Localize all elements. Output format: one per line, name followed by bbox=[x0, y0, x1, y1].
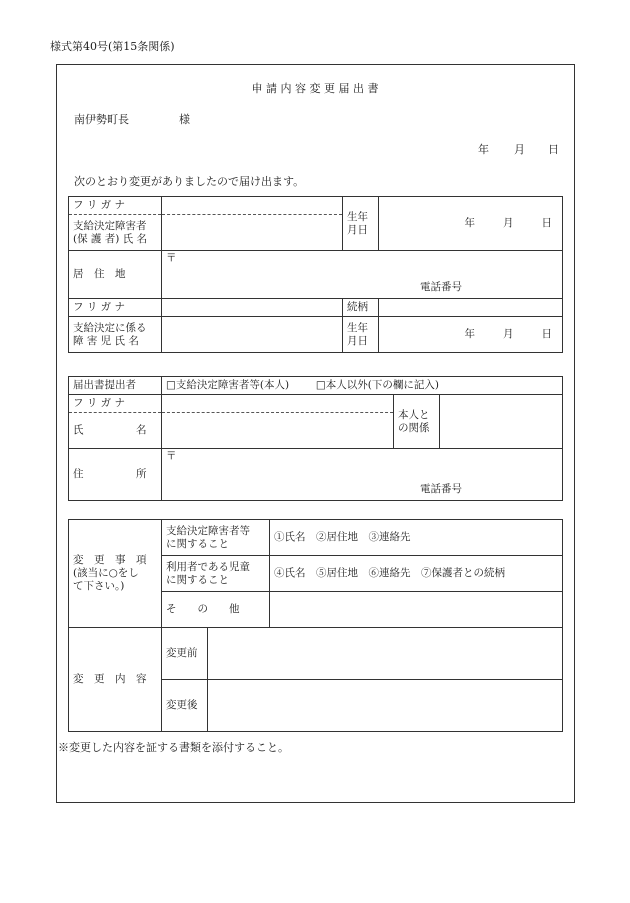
birth2-label: 生年 月日 bbox=[343, 317, 379, 353]
form-number: 様式第40号(第15条関係) bbox=[50, 40, 175, 53]
after-field[interactable] bbox=[208, 680, 563, 732]
submitter-label: 届出書提出者 bbox=[69, 377, 162, 395]
birth-label: 生年 月日 bbox=[343, 197, 379, 251]
birth2-field[interactable] bbox=[379, 317, 563, 353]
birth-day: 日 bbox=[541, 217, 552, 229]
intro-text: 次のとおり変更がありましたので届け出ます。 bbox=[74, 175, 305, 188]
furigana-field[interactable] bbox=[162, 197, 343, 215]
birth-month: 月 bbox=[503, 217, 514, 229]
sub-address-label: 住 所 bbox=[69, 449, 162, 501]
birth2-year: 年 bbox=[464, 328, 475, 340]
birth2-month: 月 bbox=[503, 328, 514, 340]
footnote: ※変更した内容を証する書類を添付すること。 bbox=[58, 741, 289, 754]
child-name-field[interactable] bbox=[162, 317, 343, 353]
change-content-label: 変 更 内 容 bbox=[69, 628, 162, 732]
before-label: 変更前 bbox=[162, 628, 208, 680]
applicant-table bbox=[68, 196, 563, 353]
sub-furigana-field[interactable] bbox=[162, 395, 394, 413]
relation-field[interactable] bbox=[379, 299, 563, 317]
address-field[interactable] bbox=[162, 251, 563, 299]
guardian-name-label: 支給決定障害者 (保 護 者) 氏 名 bbox=[69, 215, 162, 251]
submitter-options bbox=[162, 377, 563, 395]
change-items-label: 変 更 事 項 (該当に○をし て下さい。) bbox=[69, 520, 162, 628]
sub-relation-field[interactable] bbox=[440, 395, 563, 449]
birth2-day: 日 bbox=[541, 328, 552, 340]
option-self[interactable]: □支給決定障害者等(本人) bbox=[166, 379, 290, 391]
sub-relation-label: 本人と の関係 bbox=[394, 395, 440, 449]
date-month: 月 bbox=[514, 143, 525, 156]
category-other: そ の 他 bbox=[162, 592, 270, 628]
submitter-table bbox=[68, 376, 563, 501]
birth-field[interactable] bbox=[379, 197, 563, 251]
category-child-options[interactable]: ④氏名 ⑤居住地 ⑥連絡先 ⑦保護者との続柄 bbox=[270, 556, 563, 592]
addressee-suffix: 様 bbox=[179, 113, 190, 126]
form-title: 申 請 内 容 変 更 届 出 書 bbox=[251, 82, 379, 95]
after-label: 変更後 bbox=[162, 680, 208, 732]
date-year: 年 bbox=[478, 143, 489, 156]
sub-phone-label: 電話番号 bbox=[420, 483, 463, 495]
phone-label: 電話番号 bbox=[420, 281, 462, 293]
sub-furigana-label: フ リ ガ ナ bbox=[69, 395, 162, 413]
sub-postal-mark: 〒 bbox=[166, 450, 177, 462]
before-field[interactable] bbox=[208, 628, 563, 680]
category-child: 利用者である児童 に関すること bbox=[162, 556, 270, 592]
category-other-field[interactable] bbox=[270, 592, 563, 628]
sub-name-label: 氏 名 bbox=[69, 413, 162, 449]
category-guardian-options[interactable]: ①氏名 ②居住地 ③連絡先 bbox=[270, 520, 563, 556]
change-table bbox=[68, 519, 563, 732]
relation-label: 続柄 bbox=[343, 299, 379, 317]
sub-name-field[interactable] bbox=[162, 413, 394, 449]
furigana2-label: フ リ ガ ナ bbox=[69, 299, 162, 317]
child-name-label: 支給決定に係る 障 害 児 氏 名 bbox=[69, 317, 162, 353]
address-label: 居 住 地 bbox=[69, 251, 162, 299]
sub-address-field[interactable] bbox=[162, 449, 563, 501]
furigana-label: フ リ ガ ナ bbox=[69, 197, 162, 215]
birth-year: 年 bbox=[464, 217, 475, 229]
category-guardian: 支給決定障害者等 に関すること bbox=[162, 520, 270, 556]
option-other[interactable]: □本人以外(下の欄に記入) bbox=[315, 379, 439, 391]
date-day: 日 bbox=[548, 143, 559, 156]
furigana2-field[interactable] bbox=[162, 299, 343, 317]
postal-mark: 〒 bbox=[166, 252, 177, 264]
addressee: 南伊勢町長 bbox=[74, 113, 129, 126]
guardian-name-field[interactable] bbox=[162, 215, 343, 251]
